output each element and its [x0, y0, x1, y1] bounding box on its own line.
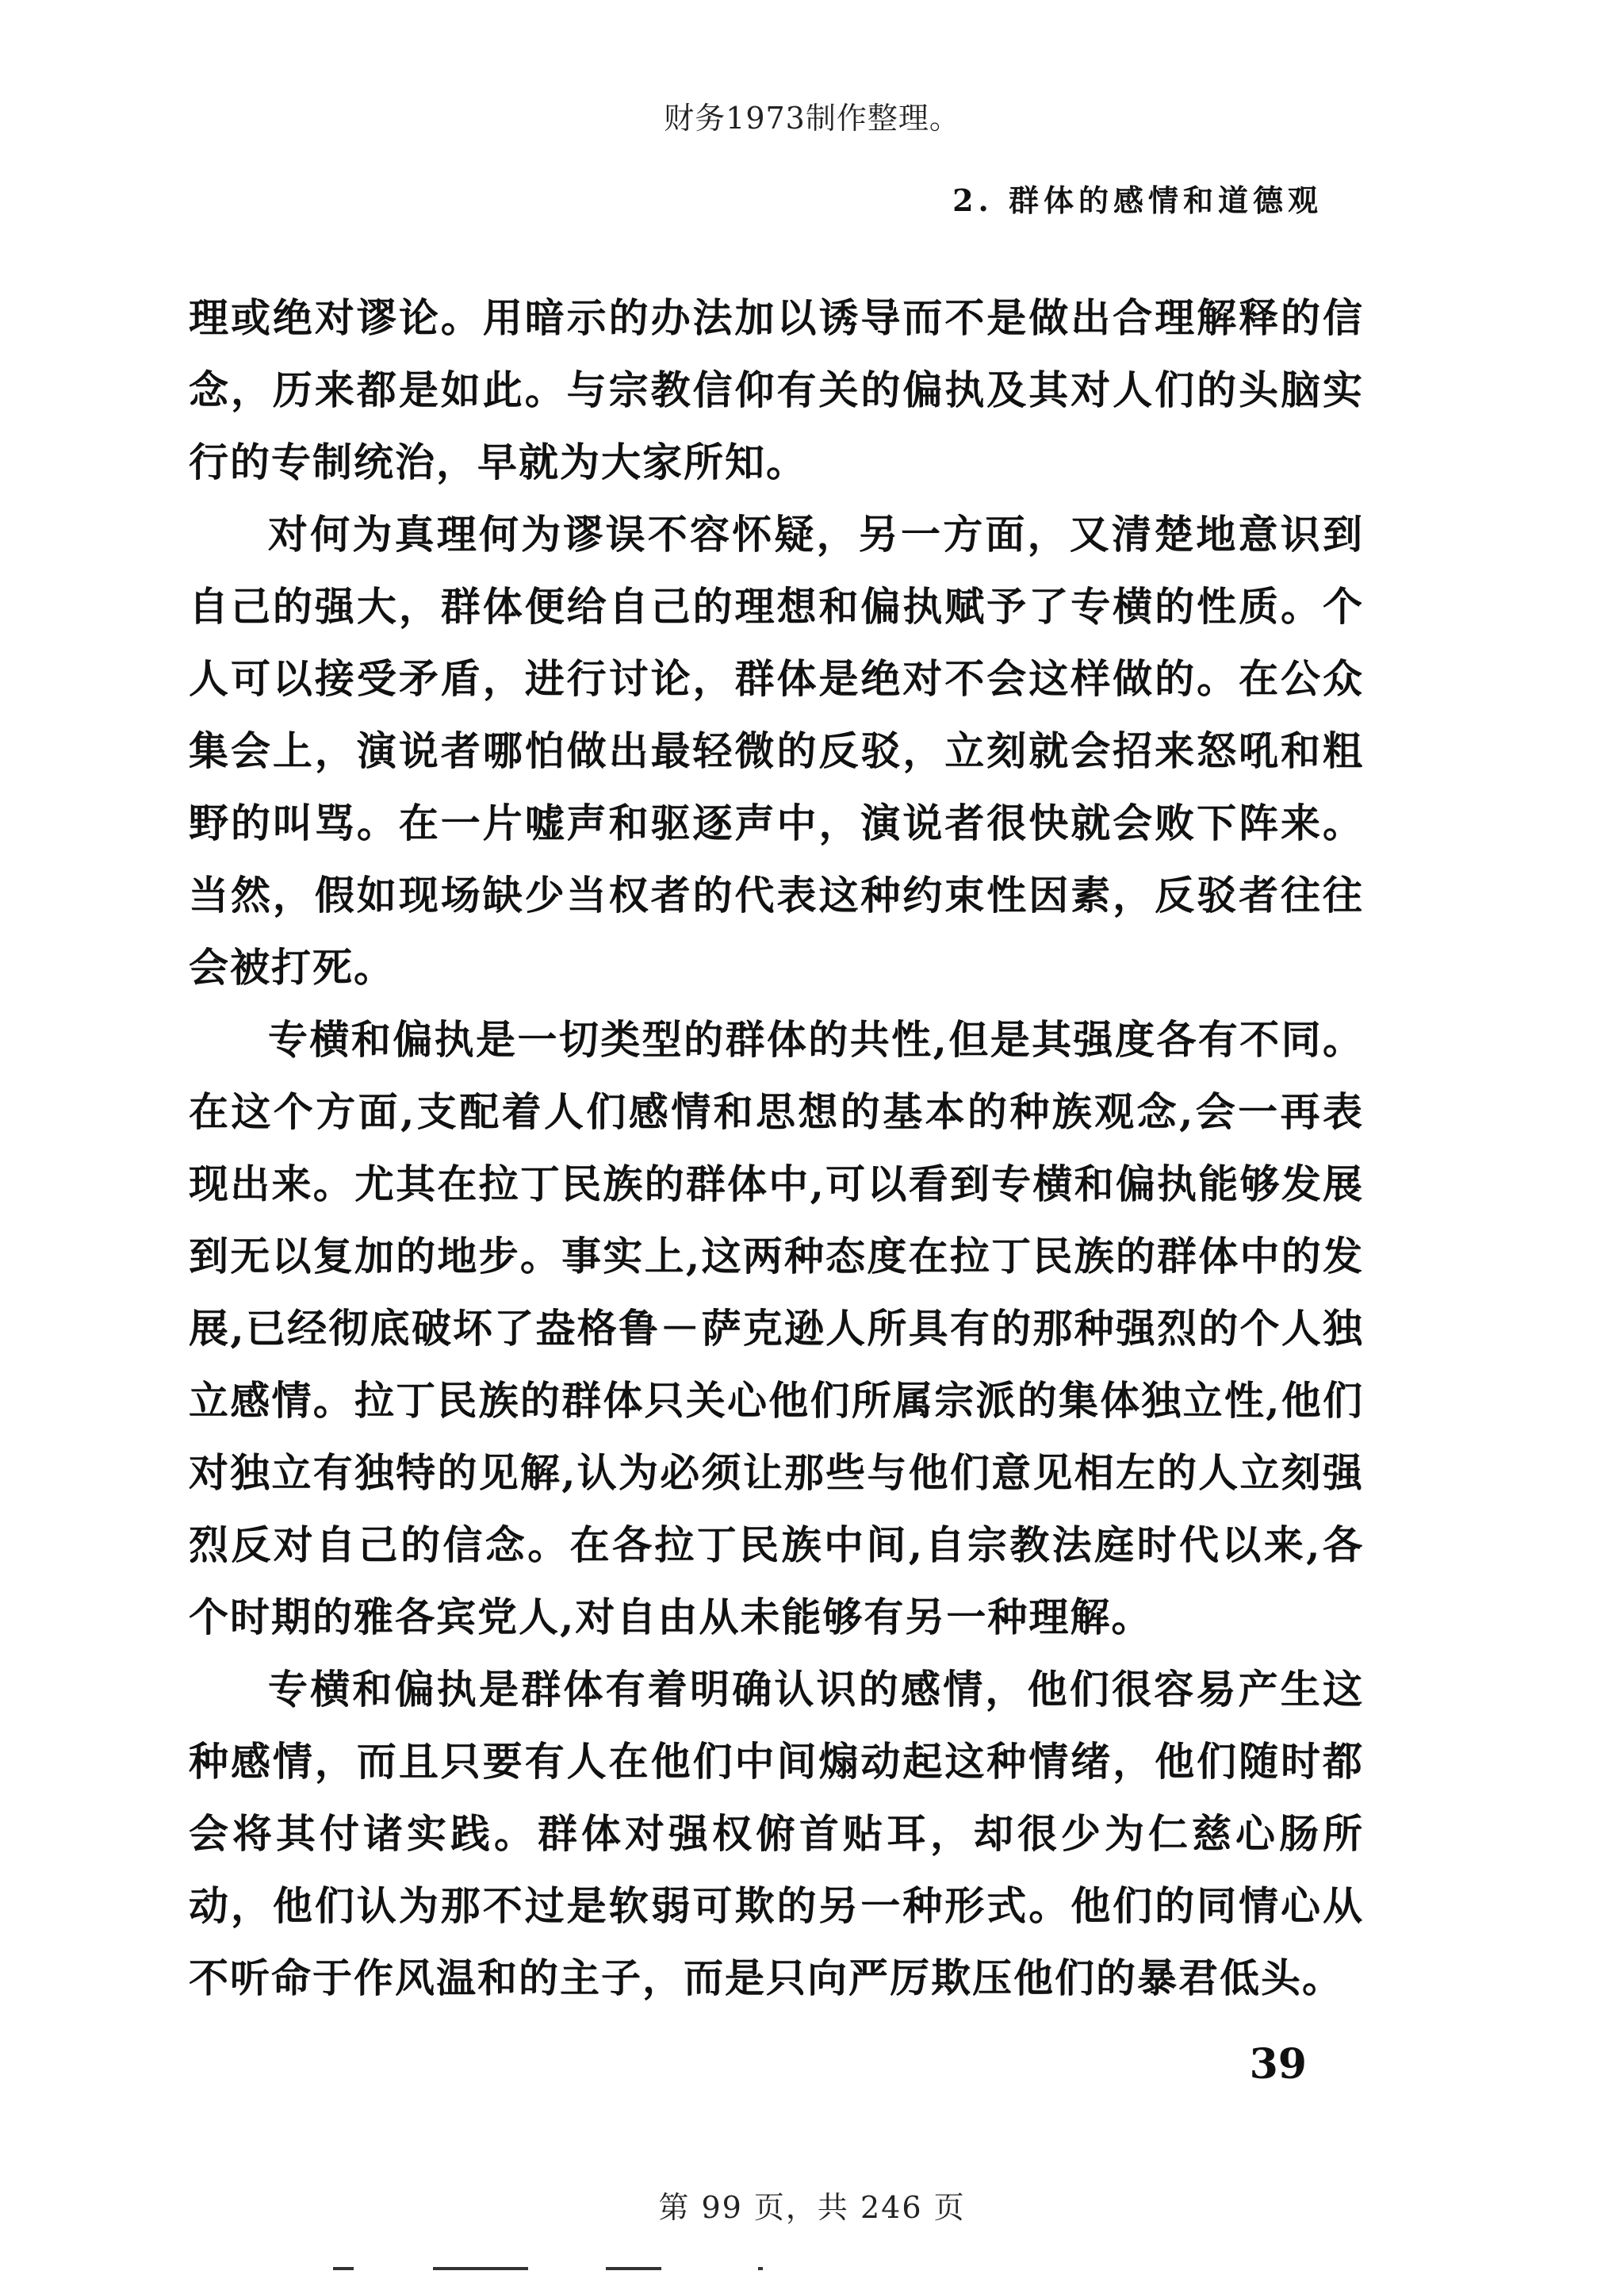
scan-mark — [606, 2267, 661, 2270]
body-text — [189, 282, 1364, 2014]
scan-artifact — [333, 2267, 809, 2273]
paragraph: 专横和偏执是一切类型的群体的共性,但是其强度各有不同。在这个方面,支配着人们感情和思想的基本的种族观念,会一再表现出来。尤其在拉丁民族的群体中,可以看到专横和偏执能够发展到无以复加的地步。事实上,这两种态度在拉丁民族的群体中的发展,已经彻底破坏了盎格鲁－萨克逊人所具有的那种强烈的个人独立感情。拉丁民族的群体只关心他们所属宗派的集体独立性,他们对独立有独特的见解,认为必须让那些与他们意见相左的人立刻强烈反对自己的信念。在各拉丁民族中间,自宗教法庭时代以来,各个时期的雅各宾党人,对自由从未能够有另一种理解。 — [189, 1016, 1364, 1640]
watermark-text: 财务1973制作整理。 — [664, 101, 960, 136]
running-header: 2. 群体的感情和道德观 — [952, 182, 1323, 218]
page-counter: 第 99 页，共 246 页 — [658, 2190, 966, 2225]
page-number: 39 — [1249, 2040, 1307, 2089]
paragraph: 专横和偏执是群体有着明确认识的感情，他们很容易产生这种感情，而且只要有人在他们中间煽动起这种情绪，他们随时都会将其付诸实践。群体对强权俯首贴耳，却很少为仁慈心肠所动，他们认为那不过是软弱可欺的另一种形式。他们的同情心从不听命于作风温和的主子，而是只向严厉欺压他们的暴君低头。 — [189, 1666, 1364, 2001]
scan-mark — [333, 2267, 354, 2270]
scan-mark — [758, 2267, 763, 2270]
paragraph: 对何为真理何为谬误不容怀疑，另一方面，又清楚地意识到自己的强大，群体便给自己的理想和偏执赋予了专横的性质。个人可以接受矛盾，进行讨论，群体是绝对不会这样做的。在公众集会上，演说者哪怕做出最轻微的反驳，立刻就会招来怒吼和粗野的叫骂。在一片嘘声和驱逐声中，演说者很快就会败下阵来。当然，假如现场缺少当权者的代表这种约束性因素，反驳者往往会被打死。 — [189, 511, 1364, 991]
scan-mark — [433, 2267, 528, 2270]
paragraph: 理或绝对谬论。用暗示的办法加以诱导而不是做出合理解释的信念，历来都是如此。与宗教信仰有关的偏执及其对人们的头脑实行的专制统治，早就为大家所知。 — [189, 294, 1364, 485]
